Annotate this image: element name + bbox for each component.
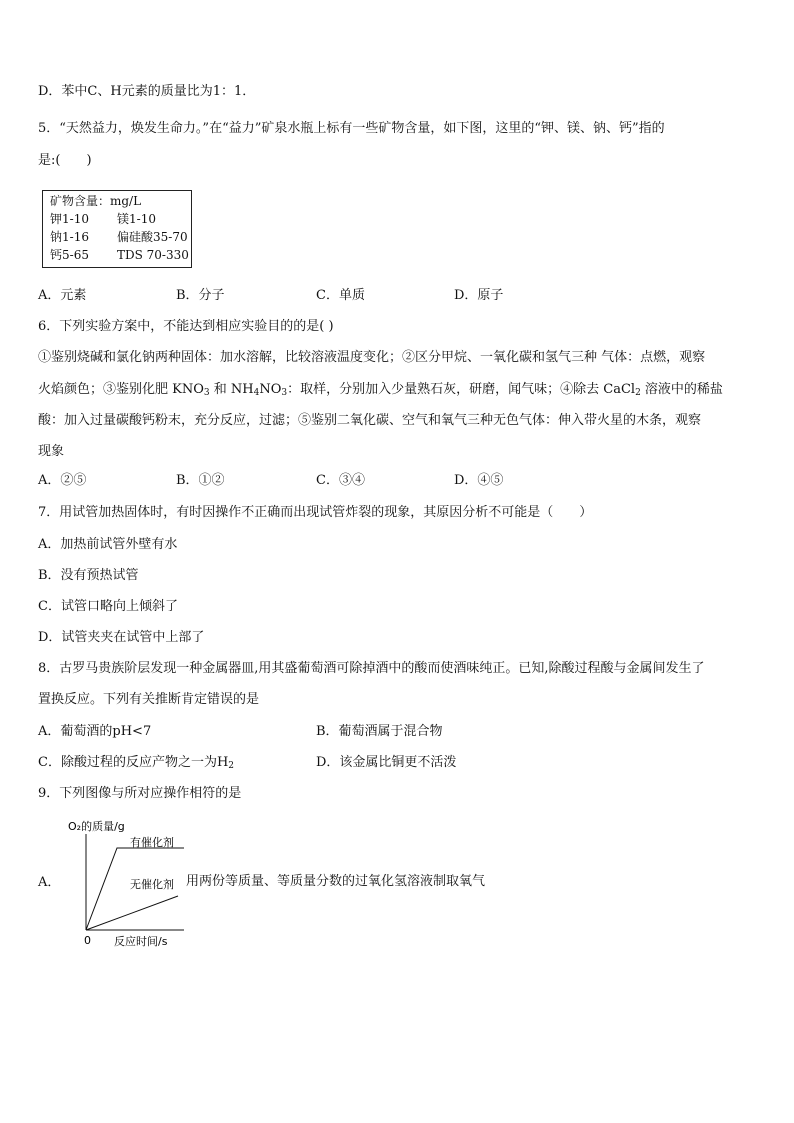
q7-option-c[interactable]: C．试管口略向上倾斜了 <box>38 599 178 614</box>
q4-option-d: D．苯中C、H元素的质量比为1：1． <box>38 84 256 99</box>
q5-option-d[interactable]: D．原子 <box>454 288 504 303</box>
q5-stem-line1: 5．“天然益力，焕发生命力。”在“益力”矿泉水瓶上标有一些矿物含量，如下图，这里的“钾、镁、钠、钙”指的 <box>38 121 665 136</box>
curve-without-catalyst <box>86 896 178 930</box>
q9-option-a-text[interactable]: 用两份等质量、等质量分数的过氧化氢溶液制取氧气 <box>186 874 486 889</box>
q8-option-a[interactable]: A．葡萄酒的pH<7 <box>38 724 152 739</box>
q6-option-c[interactable]: C．③④ <box>316 473 365 488</box>
q9-stem: 9．下列图像与所对应操作相符的是 <box>38 786 242 801</box>
q6-option-b[interactable]: B．①② <box>176 473 225 488</box>
q6-option-a[interactable]: A．②⑤ <box>38 473 87 488</box>
mineral-cell: 钠1-16 <box>50 230 89 244</box>
mineral-cell: 钙5-65 <box>50 248 89 262</box>
q5-stem-line2: 是:( ) <box>38 153 92 168</box>
mineral-cell: 偏硅酸35-70 <box>117 230 188 244</box>
q6-body-line3: 酸：加入过量碳酸钙粉末，充分反应，过滤；⑤鉴别二氧化碳、空气和氧气三种无色气体：伸入带火星的木条，观察 <box>38 413 702 428</box>
mineral-cell: 钾1-10 <box>50 212 89 226</box>
q8-option-b[interactable]: B．葡萄酒属于混合物 <box>316 724 443 739</box>
q6-option-d[interactable]: D．④⑤ <box>454 473 504 488</box>
q6-body-line2: 火焰颜色；③鉴别化肥 $KNO_3$ 和 $NH_4NO_3$：取样，分别加入少量熟石灰，研磨，闻气味；④除去 CaCl$_2$ 溶液中的稀盐 <box>38 382 723 398</box>
label-with-catalyst: 有催化剂 <box>130 836 174 849</box>
q8-stem-line2: 置换反应。下列有关推断肯定错误的是 <box>38 692 260 707</box>
q7-stem: 7．用试管加热固体时，有时因操作不正确而出现试管炸裂的现象，其原因分析不可能是（ ） <box>38 505 593 520</box>
q7-option-a[interactable]: A．加热前试管外壁有水 <box>38 537 178 552</box>
q6-body-line1: ①鉴别烧碱和氯化钠两种固体：加水溶解，比较溶液温度变化；②区分甲烷、一氧化碳和氢气三种 气体：点燃，观察 <box>38 350 706 365</box>
mineral-table-title: 矿物含量：mg/L <box>50 194 142 208</box>
q7-option-d[interactable]: D．试管夹夹在试管中上部了 <box>38 630 205 645</box>
mineral-cell: TDS 70-330 <box>117 248 189 262</box>
x-axis-label: 反应时间/s <box>114 935 168 948</box>
q8-option-d[interactable]: D．该金属比铜更不活泼 <box>316 755 457 770</box>
q6-body-line4: 现象 <box>38 444 65 459</box>
q9-option-a-label[interactable]: A． <box>38 875 61 890</box>
mineral-row <box>50 248 189 262</box>
q5-option-b[interactable]: B．分子 <box>176 288 225 303</box>
mineral-cell: 镁1-10 <box>117 212 156 226</box>
oxygen-mass-graph <box>62 818 192 948</box>
q7-option-b[interactable]: B．没有预热试管 <box>38 568 139 583</box>
q8-option-c[interactable]: C．除酸过程的反应产物之一为$H_2$ <box>38 755 235 771</box>
origin-label: 0 <box>84 934 91 947</box>
mineral-row <box>50 230 188 244</box>
q6-stem: 6．下列实验方案中，不能达到相应实验目的的是( ) <box>38 319 334 334</box>
q8-stem-line1: 8．古罗马贵族阶层发现一种金属器皿,用其盛葡萄酒可除掉酒中的酸而使酒味纯正。已知,除酸过程酸与金属间发生了 <box>38 661 705 676</box>
mineral-content-table <box>42 190 192 268</box>
y-axis-label: O₂的质量/g <box>68 820 125 833</box>
q5-option-c[interactable]: C．单质 <box>316 288 365 303</box>
label-without-catalyst: 无催化剂 <box>130 878 174 891</box>
mineral-row <box>50 212 156 226</box>
q5-option-a[interactable]: A．元素 <box>38 288 87 303</box>
